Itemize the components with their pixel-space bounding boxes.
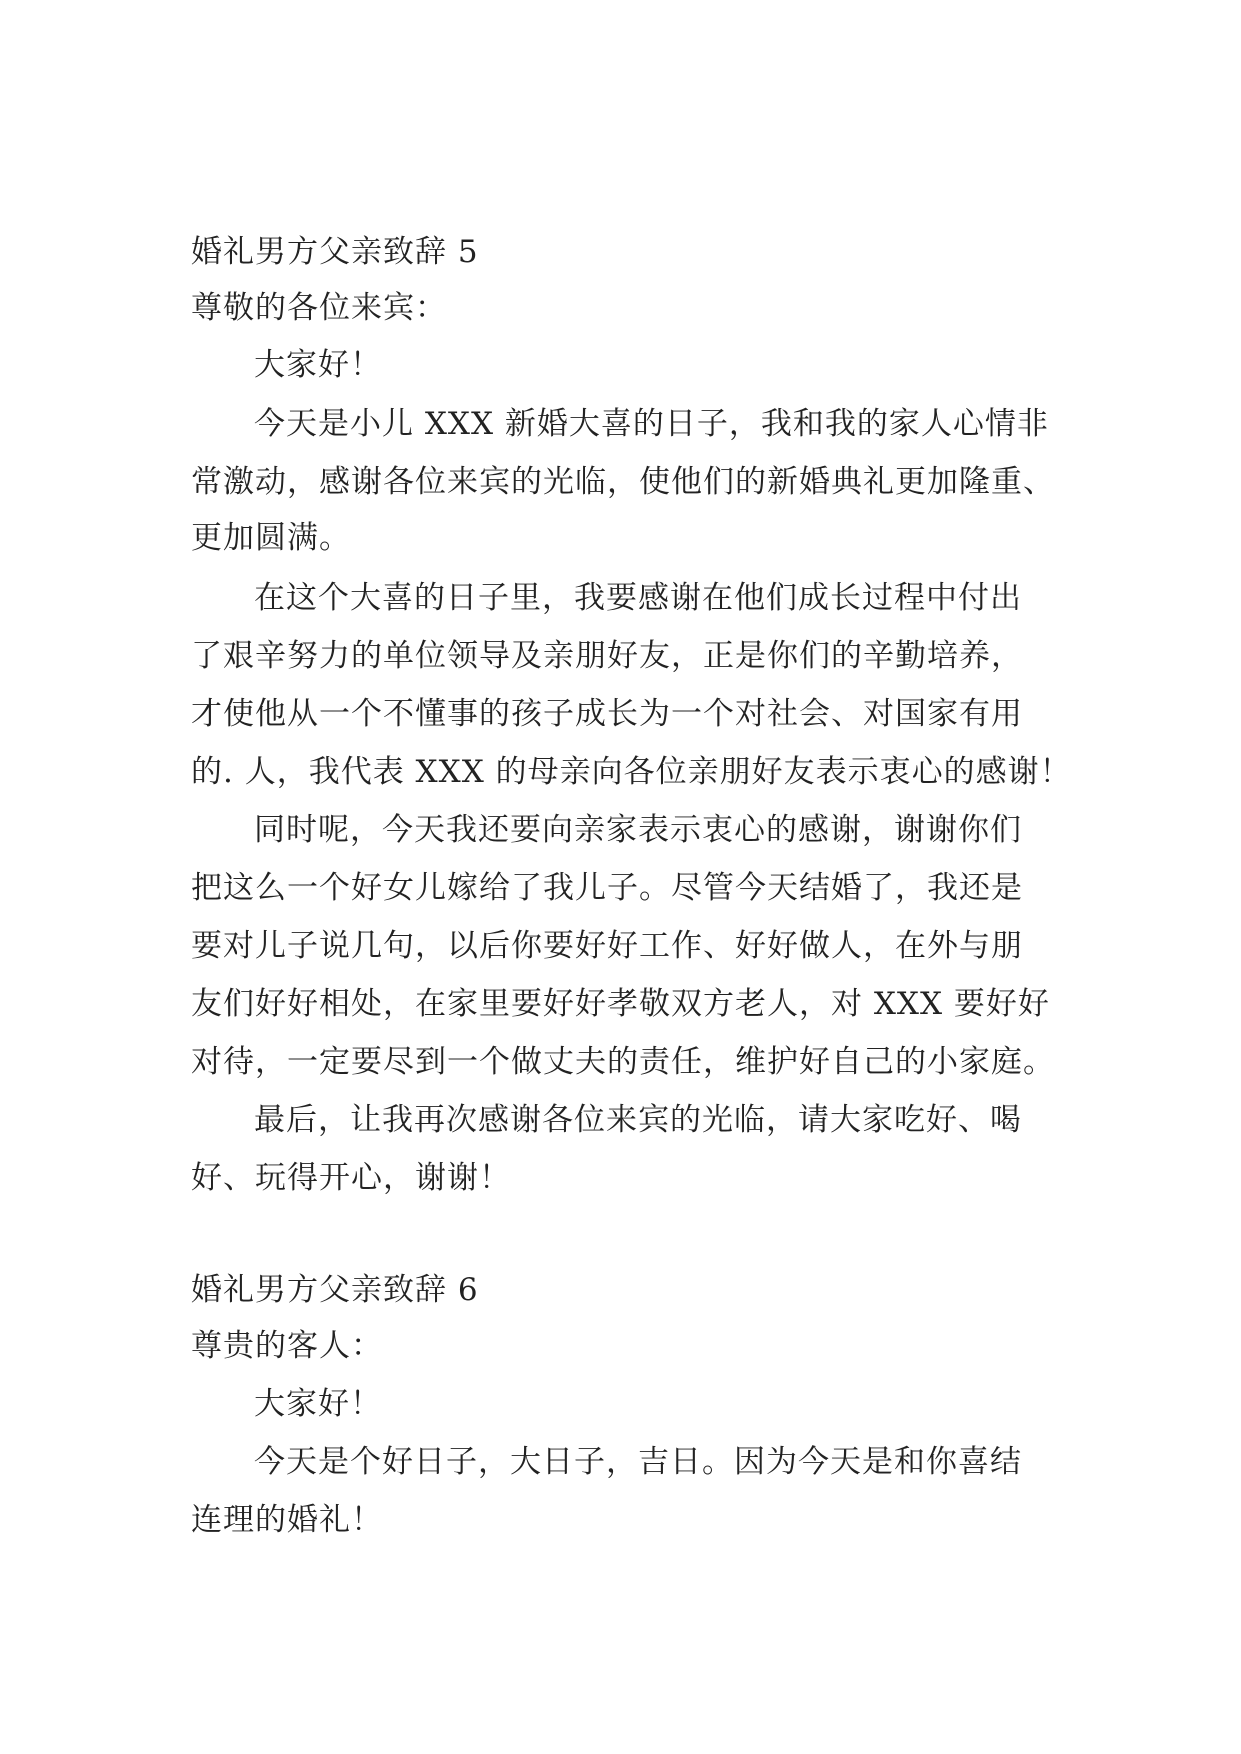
paragraph-line: 才使他从一个不懂事的孩子成长为一个对社会、对国家有用: [191, 696, 1023, 732]
paragraph-line: 今天是小儿 XXX 新婚大喜的日子，我和我的家人心情非: [254, 406, 1049, 442]
greeting: 大家好！: [254, 1386, 382, 1422]
paragraph-line: 对待，一定要尽到一个做丈夫的责任，维护好自己的小家庭。: [191, 1044, 1055, 1080]
paragraph-line: 把这么一个好女儿嫁给了我儿子。尽管今天结婚了，我还是: [191, 870, 1023, 906]
paragraph-line: 最后，让我再次感谢各位来宾的光临，请大家吃好、喝: [254, 1102, 1022, 1138]
section-title: 婚礼男方父亲致辞 6: [191, 1272, 479, 1308]
salutation: 尊敬的各位来宾：: [191, 290, 447, 326]
salutation: 尊贵的客人：: [191, 1328, 383, 1364]
paragraph-line: 了艰辛努力的单位领导及亲朋好友，正是你们的辛勤培养，: [191, 638, 1023, 674]
paragraph-line: 的. 人，我代表 XXX 的母亲向各位亲朋好友表示衷心的感谢！: [191, 754, 1072, 790]
paragraph-line: 连理的婚礼！: [191, 1502, 383, 1538]
paragraph-line: 在这个大喜的日子里，我要感谢在他们成长过程中付出: [254, 580, 1022, 616]
paragraph-line: 今天是个好日子，大日子，吉日。因为今天是和你喜结: [254, 1444, 1022, 1480]
section-title: 婚礼男方父亲致辞 5: [191, 234, 479, 270]
paragraph-line: 要对儿子说几句，以后你要好好工作、好好做人，在外与朋: [191, 928, 1023, 964]
paragraph-line: 常激动，感谢各位来宾的光临，使他们的新婚典礼更加隆重、: [191, 464, 1055, 500]
paragraph-line: 友们好好相处，在家里要好好孝敬双方老人，对 XXX 要好好: [191, 986, 1050, 1022]
greeting: 大家好！: [254, 347, 382, 383]
paragraph-line: 好、玩得开心，谢谢！: [191, 1160, 511, 1196]
paragraph-line: 更加圆满。: [191, 520, 351, 556]
paragraph-line: 同时呢，今天我还要向亲家表示衷心的感谢，谢谢你们: [254, 812, 1022, 848]
